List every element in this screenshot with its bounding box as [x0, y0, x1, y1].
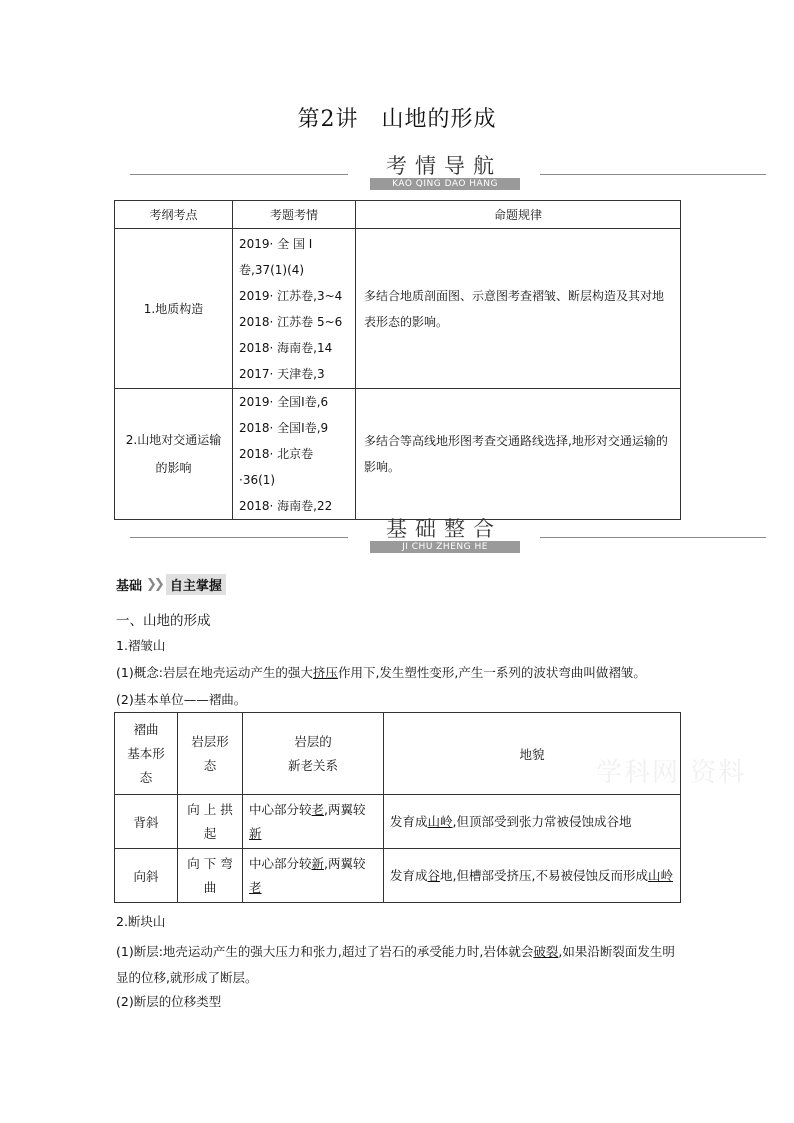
underlined-term: 山岭 — [647, 867, 673, 883]
table-row — [115, 795, 681, 849]
header-cell: 命题规律 — [356, 201, 681, 229]
banner-subtitle: KAO QING DAO HANG — [370, 178, 520, 190]
header-cell: 考题考情 — [233, 201, 356, 229]
table-header-row — [115, 201, 681, 229]
section-tag — [116, 574, 226, 595]
fold-shape-cell — [178, 849, 243, 903]
header-cell: 地貌 — [384, 713, 681, 795]
exam-item: 2019· 江苏卷,3~4 — [239, 288, 343, 303]
text-span: ,两翼较 — [324, 801, 366, 817]
fold-age-cell — [243, 795, 384, 849]
subsection-heading: 1.褶皱山 — [116, 638, 166, 653]
header-cell — [178, 713, 243, 795]
law-cell: 多结合等高线地形图考查交通路线选择,地形对交通运输的影响。 — [356, 389, 681, 520]
underlined-term: 破裂 — [533, 944, 559, 959]
exam-item: 2019· 全 国 Ⅰ — [239, 236, 313, 251]
header-line: 态 — [203, 757, 217, 773]
header-cell — [243, 713, 384, 795]
header-line: 岩层形 — [191, 733, 229, 749]
table-row — [115, 229, 681, 389]
cell-line: 向 上 拱 — [187, 801, 233, 817]
exam-item: 2018· 江苏卷 5~6 — [239, 314, 343, 329]
table-row — [115, 389, 681, 520]
header-line: 态 — [139, 769, 153, 785]
banner-divider-right — [540, 174, 766, 175]
exam-point-line: 的影响 — [155, 461, 192, 475]
underlined-term: 老 — [249, 879, 262, 895]
fold-landform-cell — [384, 795, 681, 849]
law-cell: 多结合地质剖面图、示意图考查褶皱、断层构造及其对地表形态的影响。 — [356, 229, 681, 389]
text-span: 作用下,发生塑性变形,产生一系列的波状弯曲叫做褶皱。 — [337, 665, 646, 680]
exam-point-cell — [115, 389, 233, 520]
header-cell — [115, 713, 178, 795]
text-span: 发育成 — [390, 813, 428, 829]
text-span: ,两翼较 — [324, 855, 366, 871]
section-tag-right: 自主掌握 — [166, 574, 226, 595]
exam-item: 2018· 海南卷,22 — [239, 499, 333, 513]
header-line: 基本形 — [127, 745, 165, 761]
paragraph — [116, 939, 686, 991]
cell-line: 曲 — [203, 879, 217, 895]
section-heading: 一、山地的形成 — [116, 613, 211, 629]
exam-point-line: 2.山地对交通运输 — [125, 433, 222, 447]
double-chevron-icon: ❯❯ — [146, 577, 162, 592]
text-span: 发育成 — [390, 867, 428, 883]
text-span: (1)断层:地壳运动产生的强大压力和张力,超过了岩石的承受能力时,岩体就会 — [116, 944, 534, 959]
exam-list-cell — [233, 229, 356, 389]
exam-item: 卷,37(1)(4) — [239, 262, 305, 277]
fold-age-cell — [243, 849, 384, 903]
watermark: 学科网 资料 — [596, 758, 747, 788]
page-title: 第2讲 山地的形成 — [297, 107, 497, 132]
subsection-heading: 2.断块山 — [116, 914, 166, 929]
header-line: 岩层的 — [294, 733, 332, 749]
fold-shape-cell — [178, 795, 243, 849]
exam-item: 2017· 天津卷,3 — [239, 366, 325, 381]
text-span: 中心部分较 — [249, 855, 312, 871]
exam-point-cell: 1.地质构造 — [115, 229, 233, 389]
underlined-term: 挤压 — [312, 665, 338, 680]
banner-title: 考情导航 — [386, 154, 502, 178]
banner-divider-left — [130, 174, 348, 175]
underlined-term: 山岭 — [427, 813, 453, 829]
paragraph — [116, 663, 646, 681]
cell-line: 向 下 弯 — [187, 855, 233, 871]
paragraph: (2)基本单位——褶曲。 — [116, 692, 247, 707]
underlined-term: 新 — [311, 855, 325, 871]
fold-name-cell: 向斜 — [115, 849, 178, 903]
header-line: 新老关系 — [287, 757, 338, 773]
exam-overview-table — [114, 200, 681, 520]
text-span: ,但顶部受到张力常被侵蚀成谷地 — [452, 813, 632, 829]
banner-subtitle: JI CHU ZHENG HE — [370, 541, 520, 553]
header-cell: 考纲考点 — [115, 201, 233, 229]
text-span: 显的位移,就形成了断层。 — [116, 970, 258, 985]
fold-name-cell: 背斜 — [115, 795, 178, 849]
underlined-term: 谷 — [427, 867, 441, 883]
text-span: ,如果沿断裂面发生明 — [558, 944, 675, 959]
text-span: 中心部分较 — [249, 801, 312, 817]
fold-table — [114, 712, 681, 903]
banner-title: 基础整合 — [386, 517, 502, 541]
exam-item: 2018· 北京卷·36(1) — [239, 447, 314, 487]
text-span: 地,但槽部受挤压,不易被侵蚀反而形成 — [440, 867, 648, 883]
cell-line: 起 — [203, 825, 217, 841]
underlined-term: 新 — [249, 825, 262, 841]
underlined-term: 老 — [311, 801, 325, 817]
exam-item: 2018· 海南卷,14 — [239, 340, 333, 355]
header-line: 褶曲 — [133, 721, 159, 737]
text-span: (1)概念:岩层在地壳运动产生的强大 — [116, 665, 313, 680]
banner-divider-right — [540, 537, 766, 538]
fold-landform-cell — [384, 849, 681, 903]
exam-item: 2018· 全国Ⅰ卷,9 — [239, 421, 329, 435]
paragraph: (2)断层的位移类型 — [116, 994, 222, 1009]
banner-divider-left — [130, 537, 348, 538]
exam-list-cell — [233, 389, 356, 520]
section-tag-left: 基础 — [116, 579, 143, 594]
exam-item: 2019· 全国Ⅰ卷,6 — [239, 395, 329, 409]
table-row — [115, 849, 681, 903]
